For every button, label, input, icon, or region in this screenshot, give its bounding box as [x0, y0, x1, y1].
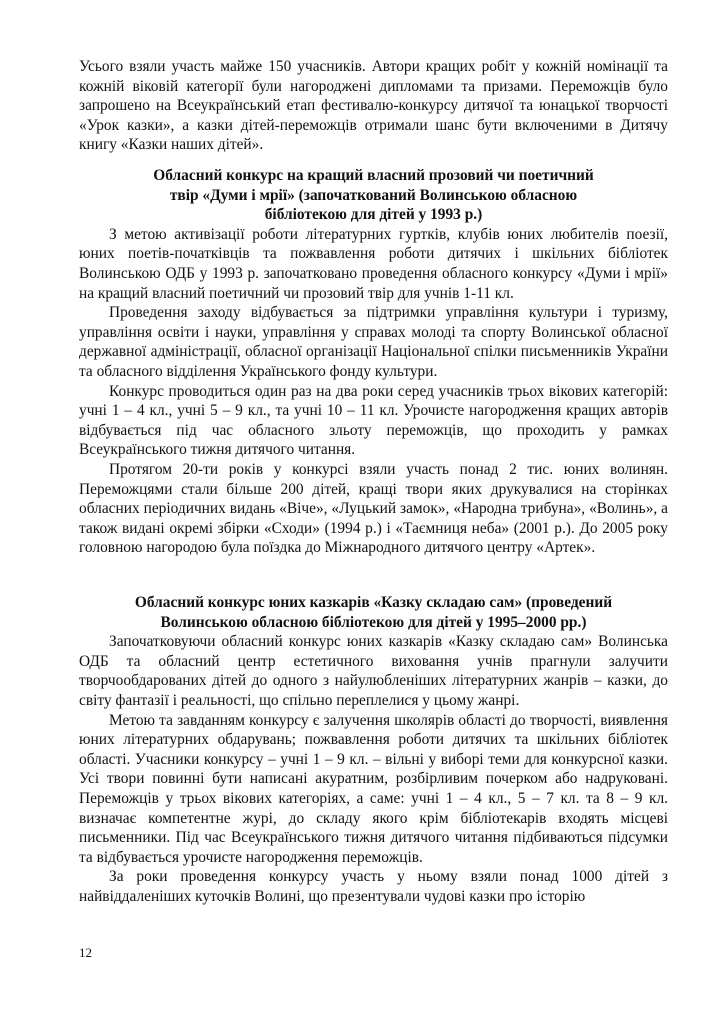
heading-line: Обласний конкурс юних казкарів «Казку складаю сам» (проведений	[134, 594, 613, 611]
section-heading	[79, 166, 668, 225]
heading-line: твір «Думи і мрії» (започаткований Волинською обласною	[169, 186, 578, 204]
paragraph: Протягом 20-ти років у конкурсі взяли участь понад 2 тис. юних волинян. Переможцями стали більше 200 дітей, кращі твори яких друкувалися на сторінках обласних періодичних видань «Віче», «Луцький замок», «Народна трибуна», «Волинь», а також видані окремі збірки «Сходи» (1994 р.) і «Таємниця неба» (2001 р.). До 2005 року головною нагородою була поїздка до Міжнародного дитячого центру «Артек».	[79, 460, 668, 557]
heading-line: Обласний конкурс на кращий власний прозовий чи поетичний	[153, 167, 594, 184]
paragraph: За роки проведення конкурсу участь у ньому взяли понад 1000 дітей з найвіддаленіших куточків Волині, що презентували чудові казки про історію	[79, 868, 668, 905]
section-festival-dumy-i-mrii	[79, 166, 668, 558]
section-kazku-skladaiu-sam	[79, 593, 668, 907]
paragraph: Метою та завданням конкурсу є залучення школярів області до творчості, виявлення юних літературних обдарувань; пожвавлення роботи дитячих та шкільних бібліотек області. Учасники конкурсу – учні 1 – 9 кл. – вільні у виборі теми для конкурсної казки. Усі твори повинні бути написані акуратним, розбірливим почерком або надруковані. Переможців у трьох вікових категоріях, а саме: учні 1 – 4 кл., 5 – 7 кл. та 8 – 9 кл. визначає компетентне журі, до складу якого крім бібліотекарів входять місцеві письменники. Під час Всеукраїнського тижня дитячого читання підбиваються підсумки та відбувається урочисте нагородження переможців.	[79, 711, 668, 866]
section-heading	[79, 593, 668, 632]
page-number: 12	[79, 945, 92, 960]
heading-line: бібліотекою для дітей у 1993 р.)	[264, 206, 483, 224]
paragraph: З метою активізації роботи літературних гуртків, клубів юних любителів поезії, юних поетів-початківців та пожвавлення роботи дитячих і шкільних бібліотек Волинською ОДБ у 1993 р. започатковано проведення обласного конкурсу «Думи і мрії» на кращий власний поетичний чи прозовий твір для учнів 1-11 кл.	[79, 225, 668, 302]
heading-line: Волинською обласною бібліотекою для дітей у 1995–2000 рр.)	[160, 613, 587, 631]
paragraph: Конкурс проводиться один раз на два роки серед учасників трьох вікових категорій: учні 1 – 4 кл., учні 5 – 9 кл., та учні 10 – 11 кл. Урочисте нагородження кращих авторів відбувається під час обласного зльоту переможців, що проходить у рамках Всеукраїнського тижня дитячого читання.	[79, 382, 668, 459]
intro-block	[79, 57, 668, 155]
paragraph: Проведення заходу відбувається за підтримки управління культури і туризму, управління освіти і науки, управління у справах молоді та спорту Волинської обласної державної адміністрації, обласної організації Національної спілки письменників України та обласного відділення Українського фонду культури.	[79, 304, 668, 380]
intro-paragraph: Усього взяли участь майже 150 учасників. Автори кращих робіт у кожній номінації та кожній віковій категорії були нагороджені дипломами та призами. Переможців було запрошено на Всеукраїнський етап фестивалю-конкурсу дитячої та юнацької творчості «Урок казки», а казки дітей-переможців отримали шанс бути включеними в Дитячу книгу «Казки наших дітей».	[79, 58, 668, 154]
paragraph: Започатковуючи обласний конкурс юних казкарів «Казку складаю сам» Волинська ОДБ та обласний центр естетичного виховання учнів прагнули залучити творчообдарованих дітей до одного з найулюбленіших літературних жанрів – казки, до світу фантазії і реальності, що спільно переплелися у цьому жанрі.	[79, 633, 668, 709]
